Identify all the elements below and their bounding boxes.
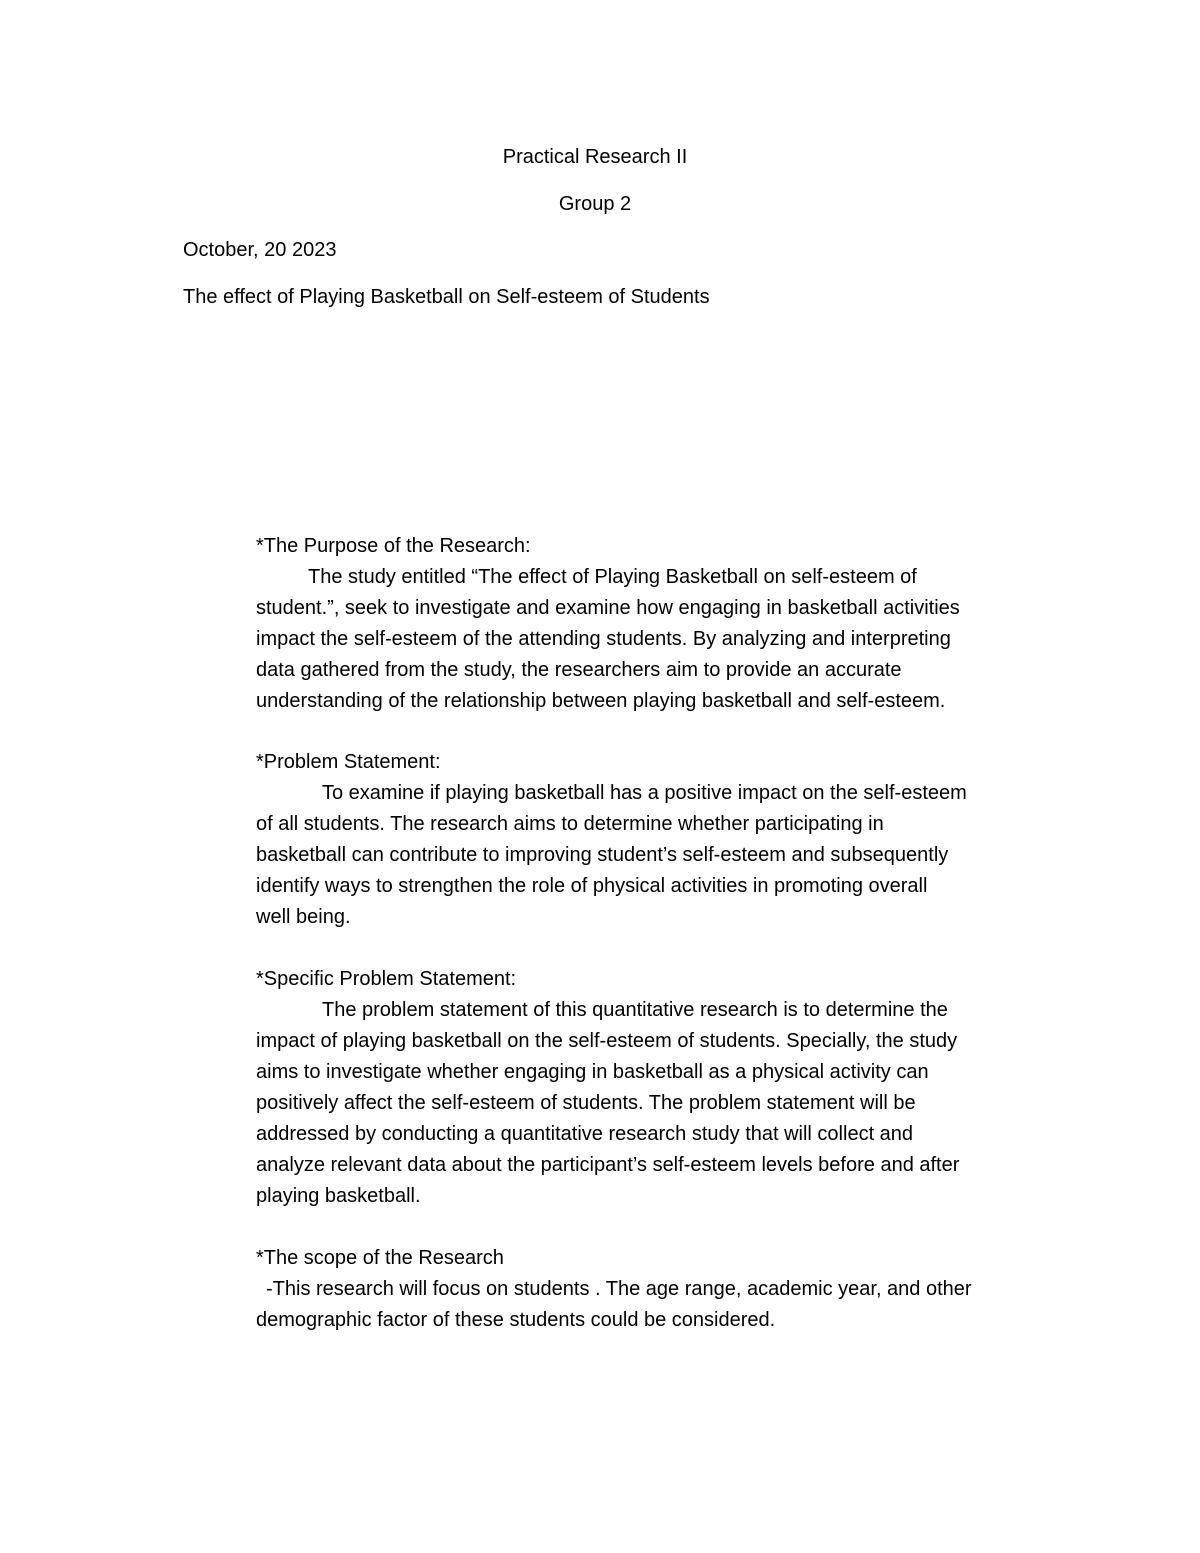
specific-problem-line: impact of playing basketball on the self-esteem of students. Specially, the study <box>256 1030 958 1052</box>
purpose-line: data gathered from the study, the researchers aim to provide an accurate <box>256 659 902 681</box>
research-title: The effect of Playing Basketball on Self-esteem of Students <box>183 286 710 308</box>
group-label: Group 2 <box>558 193 632 215</box>
specific-problem-line: positively affect the self-esteem of students. The problem statement will be <box>256 1092 916 1114</box>
problem-section <box>256 747 1036 933</box>
problem-line: identify ways to strengthen the role of physical activities in promoting overall <box>256 875 928 897</box>
specific-problem-line: aims to investigate whether engaging in basketball as a physical activity can <box>256 1061 929 1083</box>
course-title: Practical Research II <box>502 146 688 168</box>
problem-line: well being. <box>256 906 351 928</box>
purpose-line: impact the self-esteem of the attending students. By analyzing and interpreting <box>256 628 951 650</box>
scope-heading: *The scope of the Research <box>256 1247 504 1269</box>
purpose-line: student.”, seek to investigate and examine how engaging in basketball activities <box>256 597 960 619</box>
specific-problem-heading: *Specific Problem Statement: <box>256 968 517 990</box>
specific-problem-line: playing basketball. <box>256 1185 421 1207</box>
purpose-line: The study entitled “The effect of Playing Basketball on self-esteem of <box>308 566 917 588</box>
specific-problem-section <box>256 964 1036 1212</box>
problem-line: To examine if playing basketball has a positive impact on the self-esteem <box>322 782 967 804</box>
purpose-line: understanding of the relationship between playing basketball and self-esteem. <box>256 690 946 712</box>
problem-line: of all students. The research aims to determine whether participating in <box>256 813 884 835</box>
problem-line: basketball can contribute to improving student’s self-esteem and subsequently <box>256 844 949 866</box>
scope-line: demographic factor of these students could be considered. <box>256 1309 776 1331</box>
purpose-section <box>256 531 1036 717</box>
purpose-heading: *The Purpose of the Research: <box>256 535 531 557</box>
problem-heading: *Problem Statement: <box>256 751 441 773</box>
scope-section <box>256 1243 1036 1336</box>
document-date: October, 20 2023 <box>183 239 337 261</box>
specific-problem-line: analyze relevant data about the participant’s self-esteem levels before and after <box>256 1154 960 1176</box>
specific-problem-line: The problem statement of this quantitative research is to determine the <box>322 999 948 1021</box>
specific-problem-line: addressed by conducting a quantitative research study that will collect and <box>256 1123 914 1145</box>
scope-line: -This research will focus on students . The age range, academic year, and other <box>266 1278 972 1300</box>
